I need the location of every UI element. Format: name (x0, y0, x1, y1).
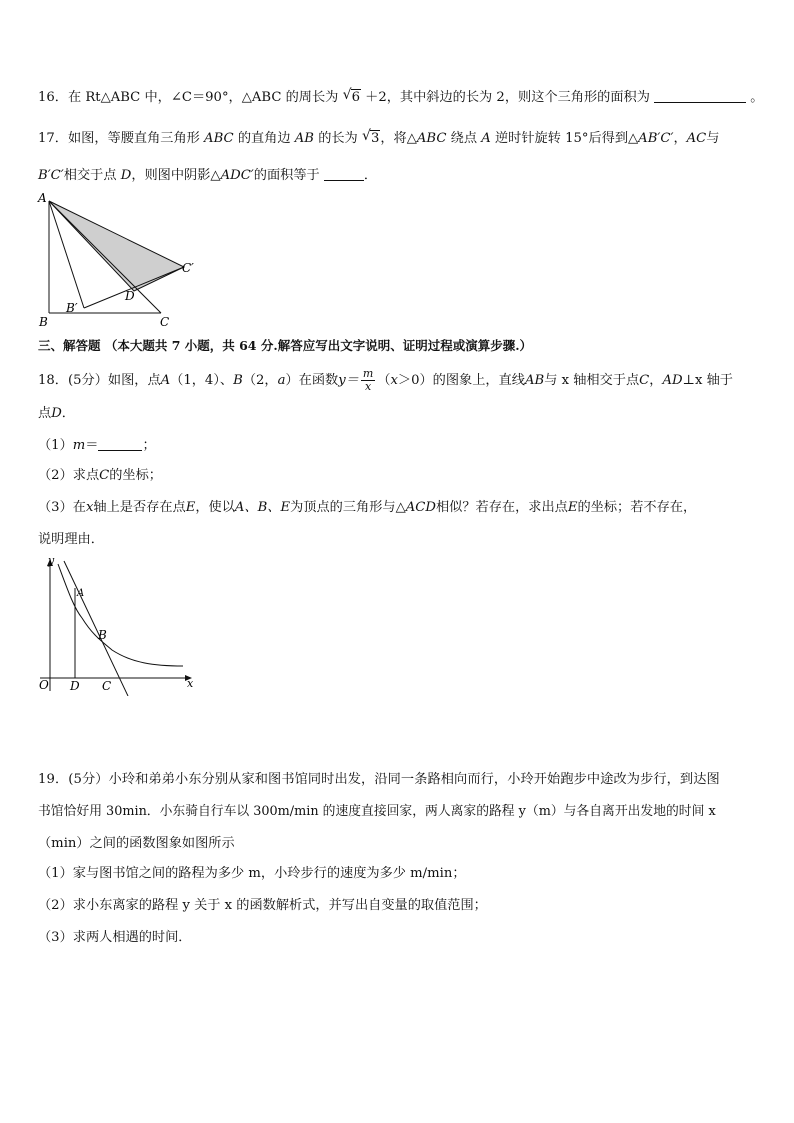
q17-ab: AB (294, 131, 314, 146)
q18-line2 (38, 404, 764, 424)
q18-sub2-c: C (99, 468, 110, 483)
q18-fraction (361, 368, 375, 393)
q19-line2: 书馆恰好用 30min．小东骑自行车以 300m/min 的速度直接回家，两人离家的路程 y（m）与各自离开出发地的时间 x (38, 804, 716, 819)
q18-line1 (38, 368, 764, 393)
q17-text-l2d: 的面积等于 (253, 168, 320, 183)
q18-b: B (233, 373, 243, 388)
q18-sub1-a: （1） (38, 438, 73, 453)
q18-line2-d: D (51, 406, 62, 421)
q18-x-cond: x (390, 373, 398, 388)
q17-abc2: ABC (416, 131, 447, 146)
q17-text-c: 的长为 (318, 131, 358, 146)
q17-label-C1: C′ (182, 261, 194, 275)
q18-y-eq: y＝ (338, 373, 359, 388)
q18-sub1-m: m (72, 438, 86, 453)
q18-sub3-line2: 说明理由． (38, 532, 104, 547)
q18-label-C: C (102, 679, 112, 693)
q18-label-A: A (77, 588, 85, 599)
q17-text-e: 绕点 (450, 131, 478, 146)
q18-text-d: ）在函数 (285, 373, 339, 388)
q18-label-x: x (187, 677, 194, 690)
q17-label-C: C (160, 315, 170, 329)
q18-sub2-b: 的坐标； (109, 468, 162, 483)
q19-sub1: （1）家与图书馆之间的路程为多少 m，小玲步行的速度为多少 m/min； (38, 866, 466, 881)
q19-line3: （min）之间的函数图象如图所示 (38, 836, 235, 851)
q17-label-B: B (39, 315, 48, 329)
q17-figure (34, 190, 214, 330)
q18-label-O: O (39, 678, 49, 692)
q17-text-g: ， (673, 131, 687, 146)
q18-sub3-a: （3）在 (38, 500, 86, 515)
q18-text-c: （2， (242, 373, 278, 388)
q18-text-h: ， (649, 373, 663, 388)
q19-sub2: （2）求小东离家的路程 y 关于 x 的函数解析式，并写出自变量的取值范围； (38, 898, 487, 913)
q18-a-var: a (277, 373, 286, 388)
q18-label-D: D (70, 679, 80, 693)
q17-text-l2c: ，则图中阴影△ (131, 168, 221, 183)
q16-text (38, 88, 764, 108)
q18-text-a: 18．(5分）如图，点 (38, 373, 161, 388)
q18-a: A (160, 373, 171, 388)
q18-text-i: ⊥x 轴于 (682, 373, 733, 388)
q17-text-b: 的直角边 (237, 131, 291, 146)
section-3-heading: 三、解答题 （本大题共 7 小题，共 64 分.解答应写出文字说明、证明过程或演算步骤.） (38, 338, 533, 353)
q18-text-e: （ (377, 373, 391, 388)
q18-c: C (639, 373, 650, 388)
q17-label-D: D (125, 289, 135, 303)
q17-label-A: A (38, 191, 47, 205)
q19-sub3: （3）求两人相遇的时间． (38, 930, 192, 945)
q18-frac-den: x (364, 380, 372, 393)
q17-text-d: ，将△ (380, 131, 417, 146)
q18-sub3-abe: A、B、E (234, 500, 291, 515)
q18-sub3-c: ，使以 (195, 500, 235, 515)
q18-sub3-d: 为顶点的三角形与△ (290, 500, 406, 515)
q17-answer-blank[interactable] (324, 166, 364, 181)
q18-sub3-b: 轴上是否存在点 (93, 500, 186, 515)
q18-sub3-e: E (185, 500, 196, 515)
q18-text-f: ＞0）的图象上，直线 (397, 373, 525, 388)
q17-text-a: 17．如图，等腰直角三角形 (38, 131, 200, 146)
q18-frac-num: m (362, 367, 374, 380)
q17-abc: ABC (204, 131, 234, 146)
q18-sub3-f: 相似？若存在，求出点 (435, 500, 568, 515)
q17-ac: AC (686, 131, 707, 146)
q18-label-B: B (98, 628, 107, 642)
q18-line2-text: 点 (38, 406, 52, 421)
q19-line1: 19．(5分）小玲和弟弟小东分别从家和图书馆同时出发，沿同一条路相向而行，小玲开始跑步中途改为步行，到达图 (38, 772, 720, 787)
q18-sub3-g: 的坐标；若不存在， (577, 500, 697, 515)
q17-bc: B′C′ (38, 168, 64, 183)
q18-sub1-b: ＝ (85, 438, 99, 453)
q18-sub3-e2: E (567, 500, 578, 515)
q17-shaded-triangle (49, 201, 184, 291)
q17-text-f: 逆时针旋转 15°后得到△ (494, 131, 639, 146)
q17-label-B1: B′ (66, 301, 78, 315)
q17-line2 (38, 166, 764, 186)
q16-body: ＋2，其中斜边的长为 2，则这个三角形的面积为 (365, 90, 650, 105)
q18-sub3-x: x (85, 500, 94, 515)
q17-d: D (120, 168, 132, 183)
q17-text-l2e: ． (363, 168, 378, 183)
q17-sqrt-value: 3 (370, 131, 380, 146)
q16-prefix: 16．在 Rt△ABC 中，∠C＝90°，△ABC 的周长为 (38, 90, 339, 105)
q18-sub1-blank[interactable] (98, 436, 142, 451)
q18-sub3 (38, 498, 764, 518)
q16-answer-blank[interactable] (654, 88, 746, 103)
q17-line1 (38, 129, 764, 149)
q18-line2-end: ． (61, 406, 75, 421)
q18-sub1-c: ； (142, 438, 156, 453)
q18-hyperbola (58, 564, 183, 666)
q18-sub2 (38, 466, 764, 486)
q18-label-y: y (48, 556, 55, 567)
q18-sub1 (38, 436, 764, 456)
q18-ab: AB (524, 373, 545, 388)
q17-adc: ADC′ (220, 168, 254, 183)
q18-text-g: 与 x 轴相交于点 (544, 373, 640, 388)
q17-sqrt: √ 3 (361, 128, 380, 146)
q16-sqrt: √ 6 (342, 87, 360, 105)
q18-sub2-a: （2）求点 (38, 468, 100, 483)
q18-line-ab (64, 561, 128, 696)
q18-sub3-acd: ACD (405, 500, 436, 515)
q18-text-b: （1，4）、 (170, 373, 234, 388)
q18-ad: AD (662, 373, 683, 388)
q16-end: 。 (750, 90, 764, 105)
q17-text-l2b: 相交于点 (63, 168, 117, 183)
q18-figure (34, 556, 204, 696)
q17-text-h: 与 (706, 131, 720, 146)
q16-sqrt-value: 6 (351, 90, 360, 105)
q17-abc3: AB′C′ (638, 131, 674, 146)
q17-a: A (481, 131, 491, 146)
